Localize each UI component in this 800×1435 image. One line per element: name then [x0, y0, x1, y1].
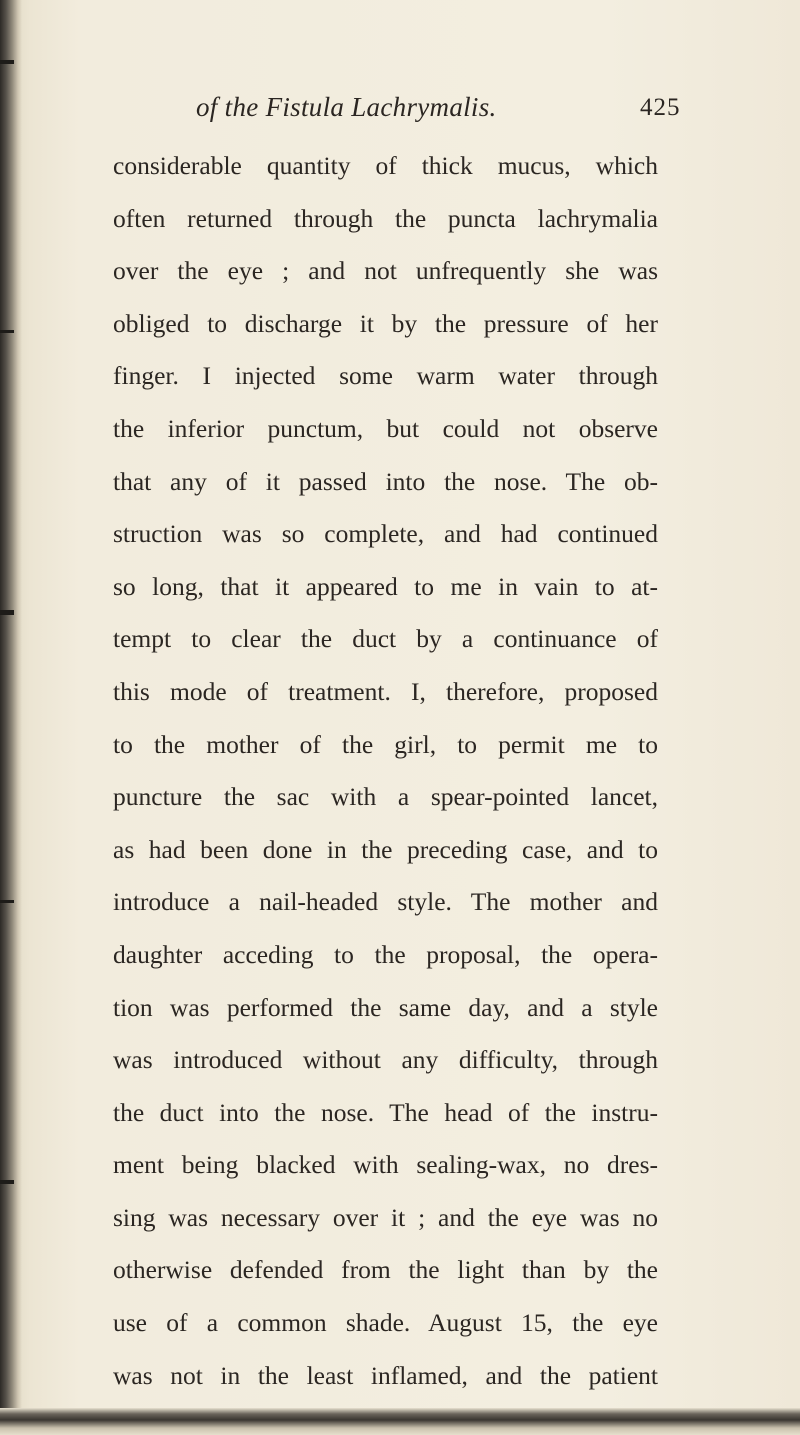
- text-line: to the mother of the girl, to permit me to: [113, 729, 658, 759]
- text-line: as had been done in the preceding case, and to: [113, 834, 658, 864]
- page-bottom-edge: [0, 1408, 800, 1435]
- text-line: the duct into the nose. The head of the instru-: [113, 1097, 658, 1127]
- spine-mark: [0, 1180, 14, 1184]
- text-line: struction was so complete, and had continued: [113, 519, 658, 549]
- text-line: sing was necessary over it ; and the eye was no: [113, 1202, 658, 1232]
- text-line: often returned through the puncta lachrymalia: [113, 203, 658, 233]
- spine-mark: [0, 60, 14, 64]
- page-spine-edge: [0, 0, 22, 1435]
- text-line: otherwise defended from the light than by the: [113, 1255, 658, 1285]
- page-number: 425: [640, 94, 681, 121]
- text-line: puncture the sac with a spear-pointed lancet,: [113, 782, 658, 812]
- body-text: [113, 140, 658, 1435]
- running-head: [0, 92, 800, 132]
- text-line: over the eye ; and not unfrequently she was: [113, 256, 658, 286]
- text-line: this mode of treatment. I, therefore, proposed: [113, 676, 658, 706]
- text-line: daughter acceding to the proposal, the opera-: [113, 939, 658, 969]
- text-line: that any of it passed into the nose. The ob-: [113, 466, 658, 496]
- text-line: the inferior punctum, but could not observe: [113, 413, 658, 443]
- text-line: tion was performed the same day, and a style: [113, 992, 658, 1022]
- text-line: was not in the least inflamed, and the patient: [113, 1360, 658, 1390]
- spine-mark: [0, 330, 14, 333]
- text-line: was introduced without any difficulty, through: [113, 1045, 658, 1075]
- text-line: use of a common shade. August 15, the eye: [113, 1308, 658, 1338]
- text-line: ment being blacked with sealing-wax, no dres-: [113, 1150, 658, 1180]
- text-line: tempt to clear the duct by a continuance of: [113, 624, 658, 654]
- running-head-title: of the Fistula Lachrymalis.: [196, 92, 497, 122]
- text-line: introduce a nail-headed style. The mother and: [113, 887, 658, 917]
- text-line: so long, that it appeared to me in vain to at-: [113, 571, 658, 601]
- spine-mark: [0, 610, 14, 615]
- text-line: obliged to discharge it by the pressure of her: [113, 308, 658, 338]
- text-line: considerable quantity of thick mucus, which: [113, 151, 658, 180]
- spine-mark: [0, 900, 14, 903]
- text-line: finger. I injected some warm water through: [113, 361, 658, 391]
